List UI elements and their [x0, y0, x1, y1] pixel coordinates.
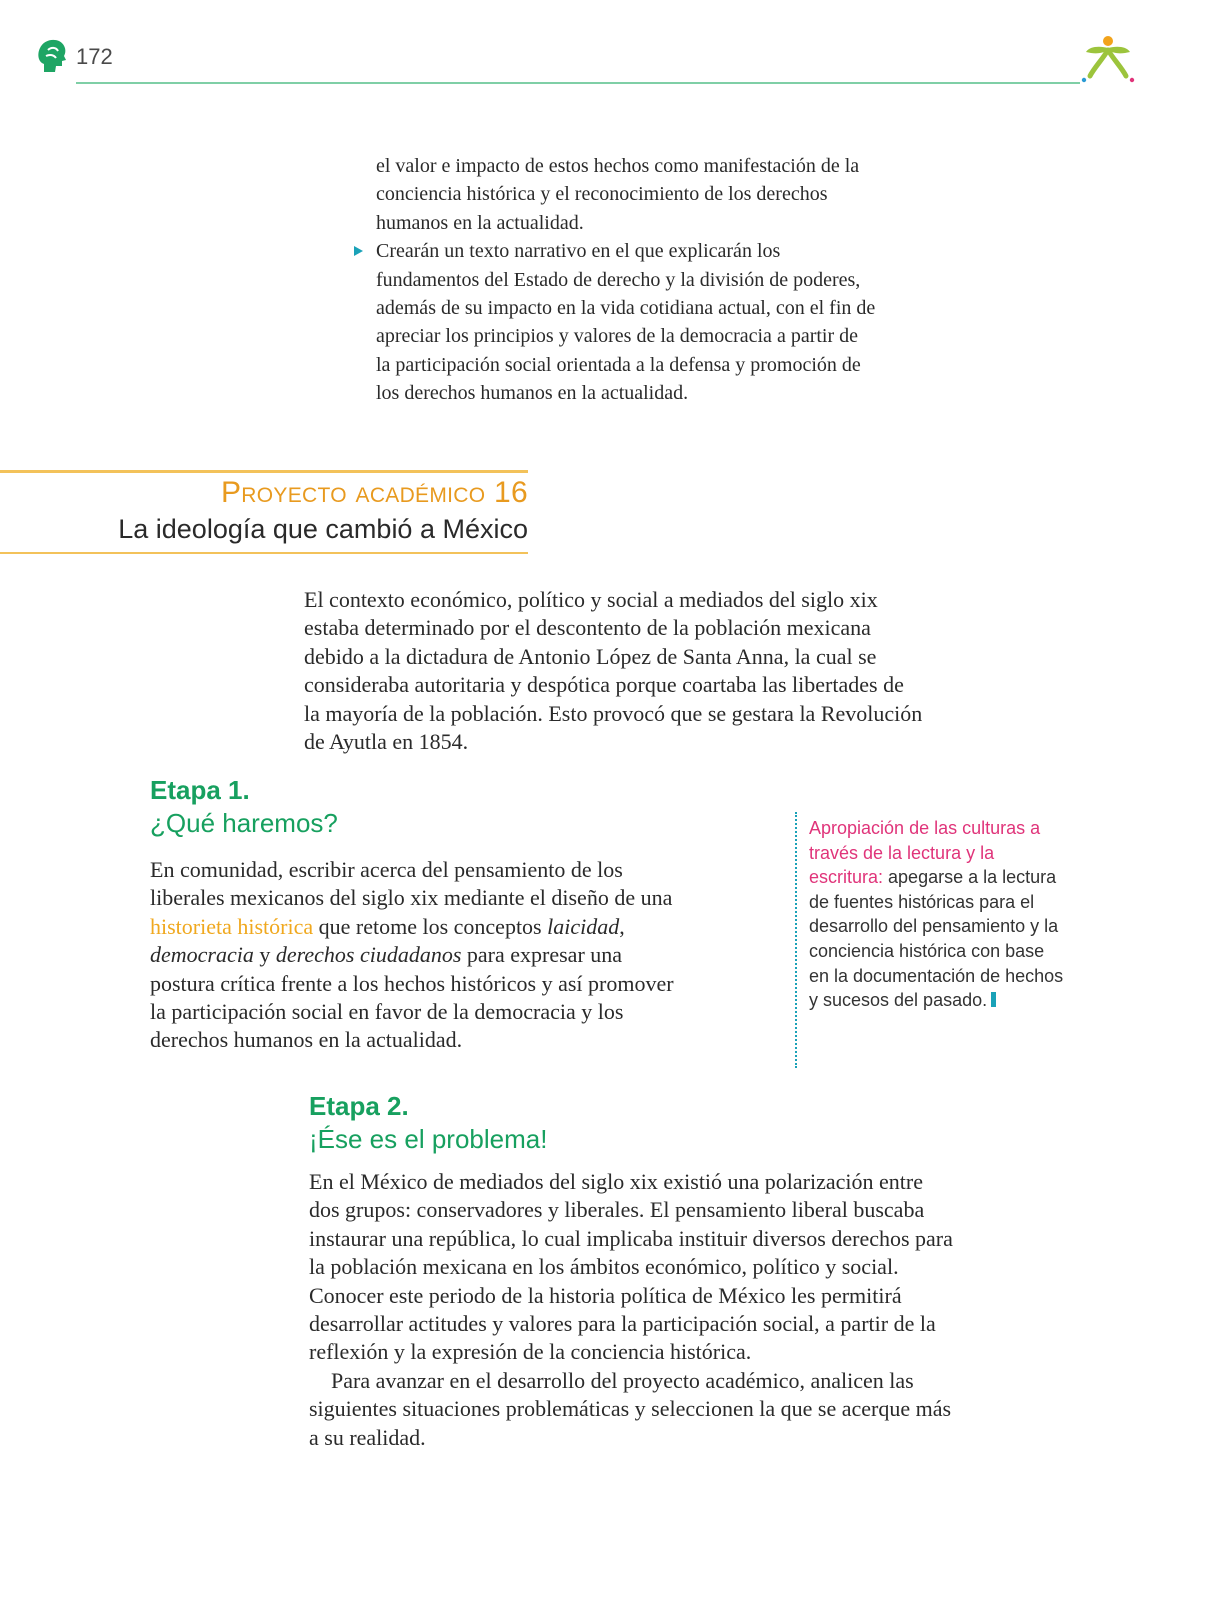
intro-section [376, 152, 876, 408]
header-rule [76, 82, 1080, 84]
sidebar-paragraph [809, 816, 1069, 1013]
etapa1-title: ¿Qué haremos? [150, 808, 338, 838]
intro-bullet-text: Crearán un texto narrativo en el que explicarán los fundamentos del Estado de derecho y la división de poderes, además de su impacto en la vida cotidiana actual, con el fin de apreciar los principios y valores de la democracia a partir de la participación social orientada a la defensa y promoción de los derechos humanos en la actualidad. [376, 240, 876, 405]
etapa2-body [309, 1168, 959, 1452]
project-rule-top [0, 470, 528, 473]
term-separator-1: , [619, 913, 625, 939]
triangle-bullet-icon [354, 246, 363, 256]
project-rule-bottom [0, 552, 528, 554]
intro-continuation-paragraph: el valor e impacto de estos hechos como manifestación de la conciencia histórica y el reconocimiento de los derechos humanos en la actualidad. [376, 155, 860, 234]
etapa1-text-3: para expresar una postura crítica frente a los hechos históricos y así promover la participación social en favor de la democracia y los derechos humanos en la actualidad. [150, 942, 674, 1053]
term-derechos-ciudadanos: derechos ciudadanos [275, 942, 462, 968]
etapa2-heading [309, 1090, 547, 1156]
project-header [0, 470, 528, 554]
term-democracia: democracia [150, 942, 254, 968]
intro-bullet-item [376, 237, 876, 407]
etapa1-text-2: que retome los conceptos [313, 913, 548, 939]
etapa1-text-1: En comunidad, escribir acerca del pensamiento de los liberales mexicanos del siglo xix mediante el diseño de una [150, 857, 673, 911]
context-paragraph: El contexto económico, político y social a mediados del siglo xix estaba determinado por el descontento de la población mexicana debido a la dictadura de Antonio López de Santa Anna, la cual se consideraba autoritaria y despótica porque coartaba las libertades de la mayoría de la población. Esto provocó que se gestara la Revolución de Ayutla en 1854. [304, 587, 923, 755]
page-number: 172 [76, 44, 113, 69]
etapa1-label: Etapa 1. [150, 775, 250, 805]
etapa2-paragraph-1: En el México de mediados del siglo xix existió una polarización entre dos grupos: conservadores y liberales. El pensamiento liberal buscaba instaurar una república, lo cual implicaba instituir diversos derechos para la población mexicana en los ámbitos económico, político y social. Conocer este periodo de la historia política de México les permitirá desarrollar actitudes y valores para la participación social, a partir de la reflexión y la expresión de la conciencia histórica. [309, 1169, 953, 1365]
end-mark-icon [991, 992, 996, 1007]
etapa2-label: Etapa 2. [309, 1091, 409, 1121]
flower-person-icon [1080, 34, 1136, 86]
green-head-icon [36, 38, 68, 74]
term-separator-2: y [253, 942, 276, 968]
etapa2-title: ¡Ése es el problema! [309, 1124, 548, 1154]
etapa1-paragraph [150, 856, 680, 1055]
sidebar-note [795, 812, 1067, 1068]
term-laicidad: laicidad [547, 913, 620, 939]
project-title: La ideología que cambió a México [118, 514, 528, 544]
highlight-term: historieta histórica [150, 913, 314, 939]
sidebar-text: apegarse a la lectura de fuentes históricas para el desarrollo del pensamiento y la conciencia histórica con base en la documentación de hechos y sucesos del pasado. [809, 867, 1064, 1011]
project-label: Proyecto académico 16 [221, 476, 528, 509]
etapa2-paragraph-2: Para avanzar en el desarrollo del proyecto académico, analicen las siguientes situaciones problemáticas y seleccionen la que se acerque más a su realidad. [309, 1367, 952, 1450]
sidebar-title: Apropiación de las culturas a través de la lectura y la escritura: [809, 818, 1041, 888]
etapa1-heading [150, 774, 338, 840]
